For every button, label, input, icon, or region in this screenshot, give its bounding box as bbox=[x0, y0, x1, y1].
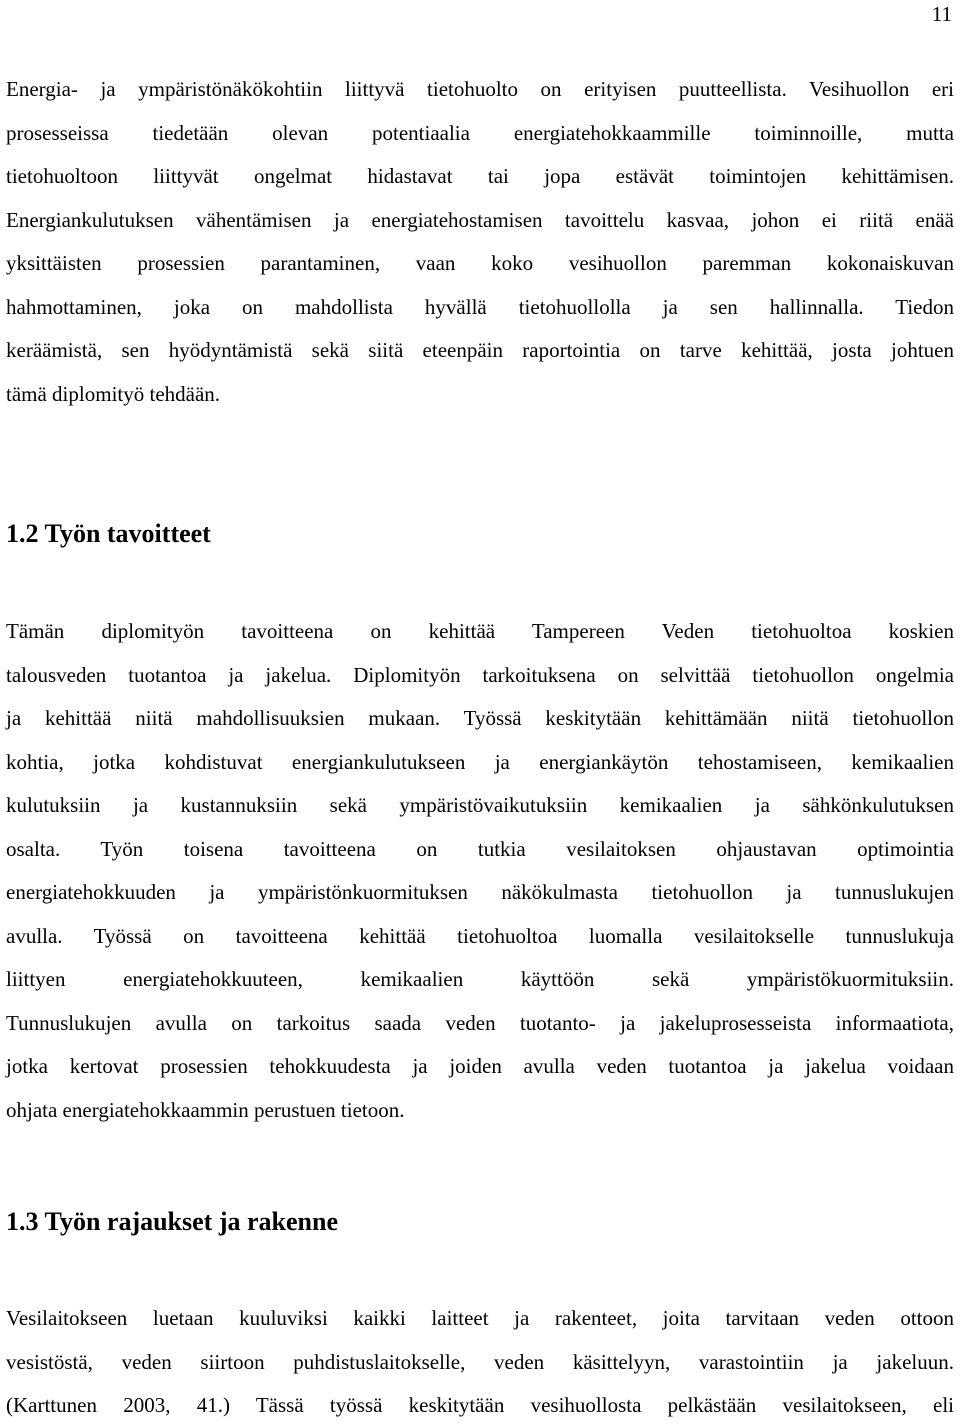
section-heading: 1.2 Työn tavoitteet bbox=[6, 519, 211, 548]
text-line: liittyen energiatehokkuuteen, kemikaalien käyttöön sekä ympäristökuormituksiin. bbox=[6, 967, 954, 991]
text-line: keräämistä, sen hyödyntämistä sekä siitä eteenpäin raportointia on tarve kehittää, josta johtuen bbox=[6, 338, 954, 362]
text-line: avulla. Työssä on tavoitteena kehittää tietohuoltoa luomalla vesilaitokselle tunnuslukuja bbox=[6, 923, 954, 948]
text-line: osalta. Työn toisena tavoitteena on tutkia vesilaitoksen ohjaustavan optimointia bbox=[6, 836, 954, 861]
text-line: Tämän diplomityön tavoitteena on kehittää Tampereen Veden tietohuoltoa koskien bbox=[6, 619, 954, 643]
text-line: Tunnuslukujen avulla on tarkoitus saada veden tuotanto- ja jakeluprosesseista informaatiota, bbox=[6, 1010, 954, 1035]
text-line: ohjata energiatehokkaammin perustuen tietoon. bbox=[6, 1097, 405, 1122]
text-line: Energia- ja ympäristönäkökohtiin liittyvä tietohuolto on erityisen puutteellista. Vesihuollon eri bbox=[6, 77, 954, 101]
text-line: Energiankulutuksen vähentämisen ja energiatehostamisen tavoittelu kasvaa, johon ei riitä enää bbox=[6, 207, 954, 232]
text-line: prosesseissa tiedetään olevan potentiaalia energiatehokkaammille toiminnoille, mutta bbox=[6, 120, 954, 145]
text-line: jotka kertovat prosessien tehokkuudesta ja joiden avulla veden tuotantoa ja jakelua voidaan bbox=[6, 1054, 954, 1078]
text-line: hahmottaminen, joka on mahdollista hyvällä tietohuollolla ja sen hallinnalla. Tiedon bbox=[6, 294, 954, 319]
text-line: Vesilaitokseen luetaan kuuluviksi kaikki laitteet ja rakenteet, joita tarvitaan veden ottoon bbox=[6, 1306, 954, 1330]
text-line: kulutuksiin ja kustannuksiin sekä ympäristövaikutuksiin kemikaalien ja sähkönkulutuksen bbox=[6, 793, 954, 817]
text-line: tietohuoltoon liittyvät ongelmat hidastavat tai jopa estävät toimintojen kehittämisen. bbox=[6, 164, 954, 188]
section-heading: 1.3 Työn rajaukset ja rakenne bbox=[6, 1207, 338, 1236]
text-line: energiatehokkuuden ja ympäristönkuormituksen näkökulmasta tietohuollon ja tunnuslukujen bbox=[6, 880, 954, 904]
page-number: 11 bbox=[931, 2, 952, 26]
text-line: tämä diplomityö tehdään. bbox=[6, 381, 221, 406]
text-line: talousveden tuotantoa ja jakelua. Diplomityön tarkoituksena on selvittää tietohuollon ongelmia bbox=[6, 662, 954, 687]
paragraph-scope bbox=[6, 1297, 954, 1428]
paragraph-goals bbox=[6, 610, 954, 1132]
text-line: kohtia, jotka kohdistuvat energiankulutukseen ja energiankäytön tehostamiseen, kemikaalien bbox=[6, 749, 954, 774]
text-line: ja kehittää niitä mahdollisuuksien mukaan. Työssä keskitytään kehittämään niitä tietohuollon bbox=[6, 706, 954, 730]
text-line: yksittäisten prosessien parantaminen, vaan koko vesihuollon paremman kokonaiskuvan bbox=[6, 251, 954, 275]
text-line: vesistöstä, veden siirtoon puhdistuslaitokselle, veden käsittelyyn, varastointiin ja jakeluun. bbox=[6, 1349, 954, 1374]
text-line: (Karttunen 2003, 41.) Tässä työssä keskitytään vesihuollosta pelkästään vesilaitokseen, eli bbox=[6, 1393, 954, 1417]
paragraph-intro bbox=[6, 68, 954, 416]
